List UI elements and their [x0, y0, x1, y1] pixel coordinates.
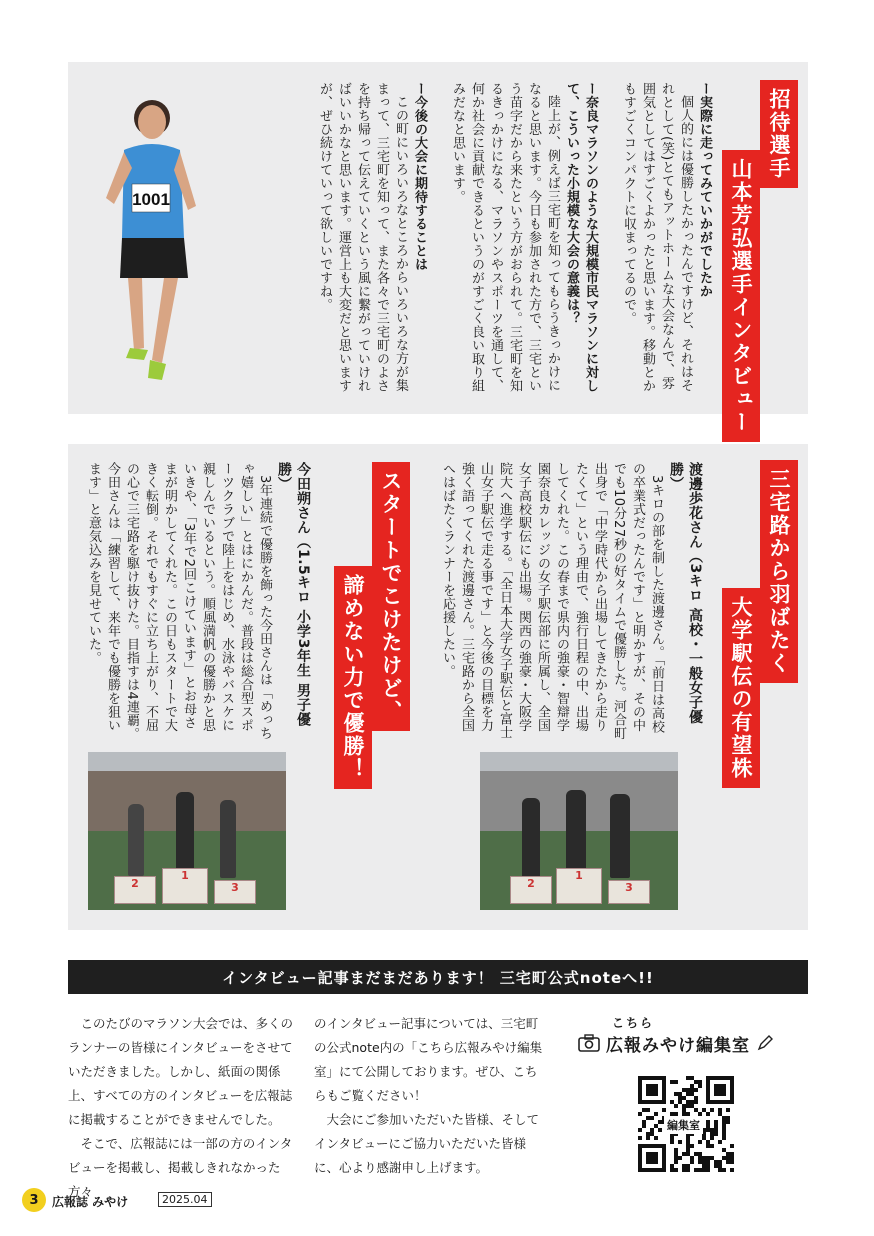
podium-1b: 1: [556, 868, 602, 904]
podium-photo-women: [480, 752, 678, 910]
bottom-col2-p2: 大会にご参加いただいた皆様、そしてインタビューにご協力いただいた皆様に、心より感謝申し上げます。: [314, 1112, 540, 1175]
feature-tag-1: 三宅路から羽ばたく: [760, 460, 798, 683]
interview-title: 山本芳弘選手インタビュー: [722, 150, 760, 442]
feature-tag-3: スタートでこけたけど、: [372, 462, 410, 731]
bottom-col1-p2: そこで、広報誌には一部の方のインタビューを掲載し、掲載しきれなかった方々: [68, 1136, 293, 1199]
bottom-col-1: [68, 1012, 300, 1204]
imada-article: [86, 462, 312, 742]
footer-page-badge: [22, 1188, 46, 1212]
camera-icon: [578, 1034, 600, 1052]
interview-question-1: ー実際に走ってみていかがでしたか: [697, 82, 712, 298]
imada-heading: 今田朔さん（1.5キロ 小学3年生 男子優勝）: [276, 462, 311, 727]
bottom-col-2: [314, 1012, 546, 1180]
imada-text: 3年連続で優勝を飾った今田さんは「めっちゃ嬉しい」とはにかんだ。普段は総合型スポーツクラブで陸上をはじめ、水泳やバスケに親しんでいるという。順風満帆の優勝かと思いきや、「3年で2回こけています」とお母さまが明かしてくれた。この日もスタートで大きく転倒。それでもすぐに立ち上がり、不屈の心で三宅路を駆け抜けた。目指すは4連覇。今田さんは「練習して、来年でも優勝を狙います」と意気込みを見せていた。: [86, 462, 272, 741]
podium-3: 3: [214, 880, 256, 904]
footer-page-number: 3: [29, 1192, 39, 1208]
interview-answer-3: この町にいろいろなところからいろいろな方が集まって、三宅町を知って、また各々で三宅町のよさを持ち帰って伝えていくという風に繋がっていければいいかなと思います。運営上も大変だと思いますが、ぜひ続けていって欲しいですね。: [317, 82, 408, 393]
note-title: 広報みやけ編集室: [606, 1035, 750, 1056]
interview-body: [236, 82, 714, 402]
watanabe-article: [434, 462, 704, 742]
bib-number: 1001: [132, 190, 170, 209]
note-link[interactable]: [578, 1030, 798, 1056]
bottom-col1-p1: このたびのマラソン大会では、多くのランナーの皆様にインタビューをさせていただきました。しかし、紙面の関係上、すべての方のインタビューを広報誌に掲載することができませんでした。: [68, 1016, 294, 1127]
footer-title: 広報誌 みやけ: [52, 1195, 129, 1209]
interview-tag-invited: 招待選手: [760, 80, 798, 188]
qr-code[interactable]: [638, 1076, 734, 1172]
bottom-col2-p1: のインタビュー記事については、三宅町の公式note内の「こちら広報みやけ編集室」にて公開しております。ぜひ、こちらもご覧ください！: [314, 1016, 543, 1103]
runner-photo: [92, 88, 210, 394]
watanabe-heading: 渡邊歩花さん（3キロ 高校・一般女子優勝）: [668, 462, 703, 725]
interview-question-2: ー奈良マラソンのような大規模市民マラソンに対して、こういった小規模な大会の意義は？: [564, 82, 598, 393]
podium-2b: 2: [510, 876, 552, 904]
pen-icon: [756, 1034, 774, 1052]
podium-3b: 3: [608, 880, 650, 904]
interview-answer-2: 陸上が、例えば三宅町を知ってもらうきっかけになると思います。今日も参加された方で、三宅という苗字だから来たという方がおられて。三宅町を知るきっかけになる、マラソンやスポーツを通して、何か社会に貢献できるというのがすごく良い取り組みだなと思います。: [450, 82, 560, 393]
note-banner: インタビュー記事まだまだあります！ 三宅町公式noteへ!!: [68, 960, 808, 994]
podium-photo-boys: [88, 752, 286, 910]
interview-question-3: ー今後の大会に期待することは: [412, 82, 427, 271]
note-small-label: こちら: [612, 1016, 655, 1030]
qr-label: 編集室: [664, 1116, 703, 1134]
feature-tag-4: 諦めない力で優勝！: [334, 566, 372, 789]
watanabe-text: 3キロの部を制した渡邊さん。「前日は高校の卒業式だったんです」と明かすが、その中でも10分27秒の好タイムで優勝した。河合町出身で「中学時代から出場してきたから走りたくて」という理由で、強行日程の中、出場してくれた。この春まで県内の強豪・智辯学園奈良カレッジの女子駅伝部に所属し、全国女子高校駅伝にも出場。関西の強豪・大阪学院大へ進学する。「全日本大学女子駅伝と富士山女子駅伝で走る事です」と今後の目標を力強く語ってくれた渡邊さん。三宅路から全国へはばたくランナーを応援したい。: [440, 462, 664, 741]
feature-tag-2: 大学駅伝の有望株: [722, 588, 760, 788]
footer-date: 2025.04: [158, 1192, 212, 1207]
podium-1: 1: [162, 868, 208, 904]
podium-2: 2: [114, 876, 156, 904]
interview-answer-1: 個人的には優勝したかったんですけど、それはそれとして(笑)とてもアットホームな大会なんで、雰囲気としてはすごくよかったと思います。移動とかもすごくコンパクトに収まってるので。: [621, 82, 693, 393]
